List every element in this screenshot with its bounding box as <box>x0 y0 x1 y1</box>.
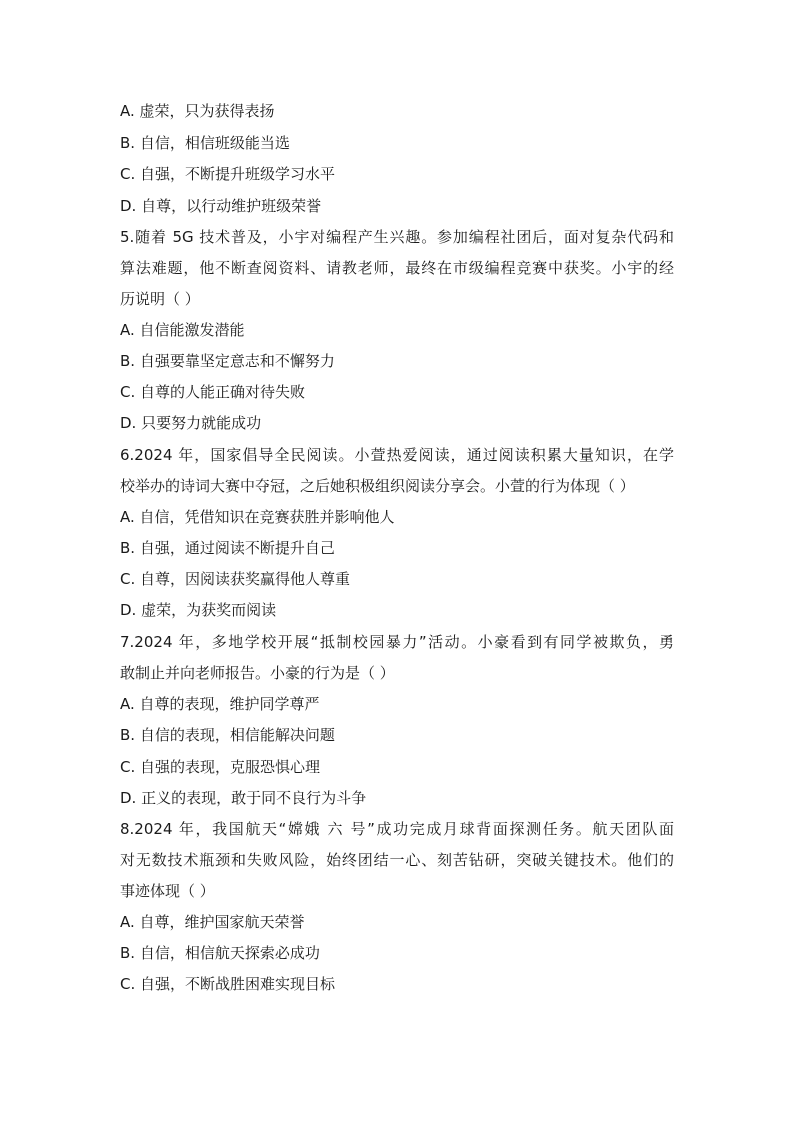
q5-stem-line-2: 算法难题，他不断查阅资料、请教老师，最终在市级编程竞赛中获奖。小宇的经 <box>120 259 674 277</box>
q6-option-a: A. 自信，凭借知识在竞赛获胜并影响他人 <box>120 508 395 526</box>
q4-option-c: C. 自强，不断提升班级学习水平 <box>120 165 336 183</box>
q8-option-c: C. 自强，不断战胜困难实现目标 <box>120 975 336 993</box>
q8-option-a: A. 自尊，维护国家航天荣誉 <box>120 913 305 931</box>
q8-stem-line-2: 对无数技术瓶颈和失败风险，始终团结一心、刻苦钻研，突破关键技术。他们的 <box>120 851 674 869</box>
q5-stem-line-1: 5.随着 5G 技术普及，小宇对编程产生兴趣。参加编程社团后，面对复杂代码和 <box>120 228 674 246</box>
q5-option-d: D. 只要努力就能成功 <box>120 414 262 432</box>
q5-stem-line-3: 历说明（ ） <box>120 290 200 308</box>
q8-stem-line-3: 事迹体现（ ） <box>120 882 215 900</box>
q6-stem-line-2: 校举办的诗词大赛中夺冠，之后她积极组织阅读分享会。小萱的行为体现（ ） <box>120 477 635 495</box>
q4-option-a: A. 虚荣，只为获得表扬 <box>120 102 275 120</box>
q7-option-c: C. 自强的表现，克服恐惧心理 <box>120 758 321 776</box>
q7-stem-line-2: 敢制止并向老师报告。小豪的行为是（ ） <box>120 664 395 682</box>
q8-option-b: B. 自信，相信航天探索必成功 <box>120 944 320 962</box>
q7-option-b: B. 自信的表现，相信能解决问题 <box>120 726 335 744</box>
q7-stem-line-1: 7.2024 年，多地学校开展“抵制校园暴力”活动。小豪看到有同学被欺负，勇 <box>120 633 674 651</box>
q6-stem-line-1: 6.2024 年，国家倡导全民阅读。小萱热爱阅读，通过阅读积累大量知识，在学 <box>120 446 674 464</box>
q6-option-b: B. 自强，通过阅读不断提升自己 <box>120 539 335 557</box>
q7-option-a: A. 自尊的表现，维护同学尊严 <box>120 695 320 713</box>
q5-option-b: B. 自强要靠坚定意志和不懈努力 <box>120 352 335 370</box>
q6-option-c: C. 自尊，因阅读获奖赢得他人尊重 <box>120 570 351 588</box>
q8-stem-line-1: 8.2024 年，我国航天“嫦娥 六 号”成功完成月球背面探测任务。航天团队面 <box>120 820 674 838</box>
q6-option-d: D. 虚荣，为获奖而阅读 <box>120 601 277 619</box>
q4-option-b: B. 自信，相信班级能当选 <box>120 134 290 152</box>
q5-option-c: C. 自尊的人能正确对待失败 <box>120 383 306 401</box>
q4-option-d: D. 自尊，以行动维护班级荣誉 <box>120 197 322 215</box>
q7-option-d: D. 正义的表现，敢于同不良行为斗争 <box>120 789 367 807</box>
q5-option-a: A. 自信能激发潜能 <box>120 321 245 339</box>
